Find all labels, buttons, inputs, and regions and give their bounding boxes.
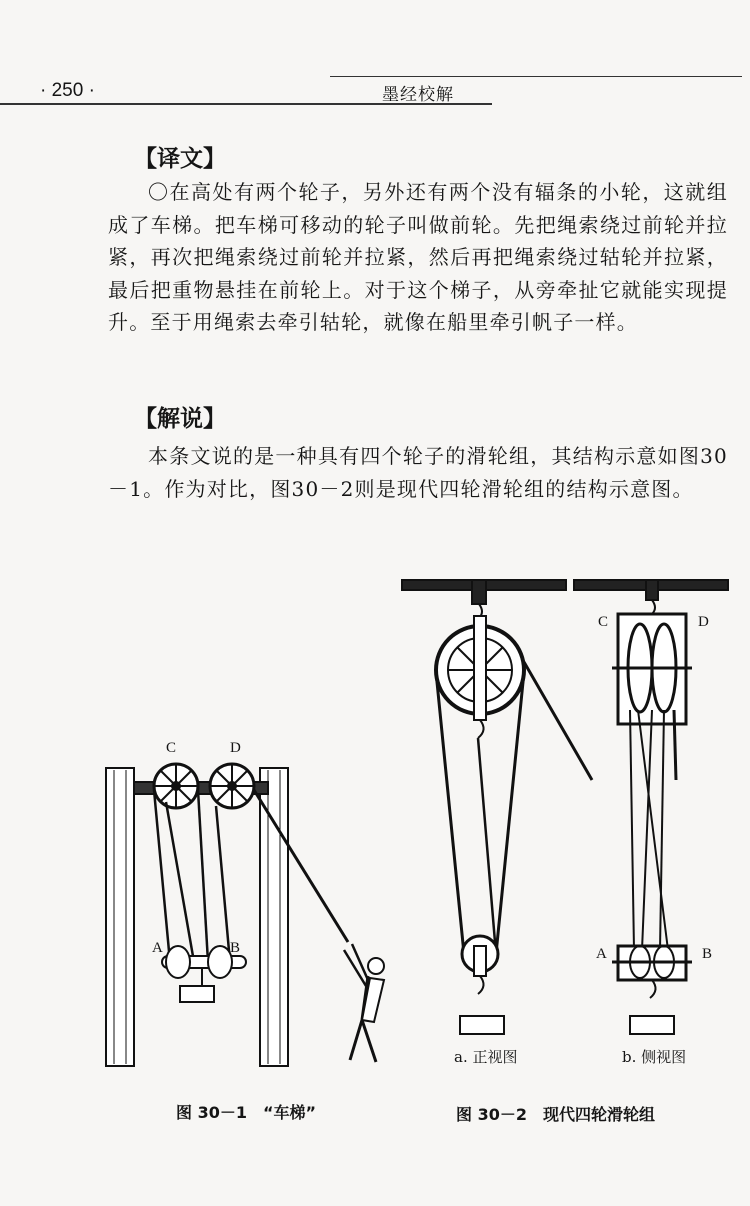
- fig1-label-b: B: [230, 940, 241, 956]
- translation-paragraph: 〇在高处有两个轮子，另外还有两个没有辐条的小轮，这就组成了车梯。把车梯可移动的轮子叫做前轮。先把绳索绕过前轮并拉紧，再次把绳索绕过前轮并拉紧，然后再把绳索绕过轱轮并拉紧，最后把重物悬挂在前轮上。对于这个梯子，从旁牵扯它就能实现提升。至于用绳索去牵引轱轮，就像在船里牵引帆子一样。: [108, 180, 728, 335]
- fig2b-label-b: B: [702, 946, 713, 962]
- fig2b-sublabel: b. 侧视图: [622, 1048, 687, 1066]
- commentary-heading: 【解说】: [134, 406, 226, 432]
- page-number: · 250 ·: [40, 80, 95, 101]
- commentary-paragraph: 本条文说的是一种具有四个轮子的滑轮组，其结构示意如图30－1。作为对比，图30－2则是现代四轮滑轮组的结构示意图。: [108, 444, 728, 501]
- commentary-text: [108, 440, 728, 505]
- figure-30-2a-illustration: [400, 570, 570, 1040]
- fig2b-label-d: D: [698, 614, 709, 630]
- figure-30-2b-illustration: [572, 570, 732, 1040]
- fig1-label-d: D: [230, 740, 241, 756]
- translation-heading: 【译文】: [134, 146, 226, 172]
- figure-30-1-illustration: [100, 730, 400, 1080]
- fig1-label-c: C: [166, 740, 177, 756]
- header-rule-right: [330, 76, 742, 77]
- header-rule-left: [0, 103, 120, 105]
- fig2b-label-a: A: [596, 946, 607, 962]
- book-title: 墨经校解: [382, 85, 454, 105]
- figure-30-1-caption: 图 30－1 “车梯”: [176, 1103, 317, 1122]
- fig1-label-a: A: [152, 940, 163, 956]
- fig2b-label-c: C: [598, 614, 609, 630]
- figure-30-2-caption: 图 30－2 现代四轮滑轮组: [456, 1105, 655, 1124]
- translation-text: [108, 176, 728, 339]
- fig2a-sublabel: a. 正视图: [454, 1048, 518, 1066]
